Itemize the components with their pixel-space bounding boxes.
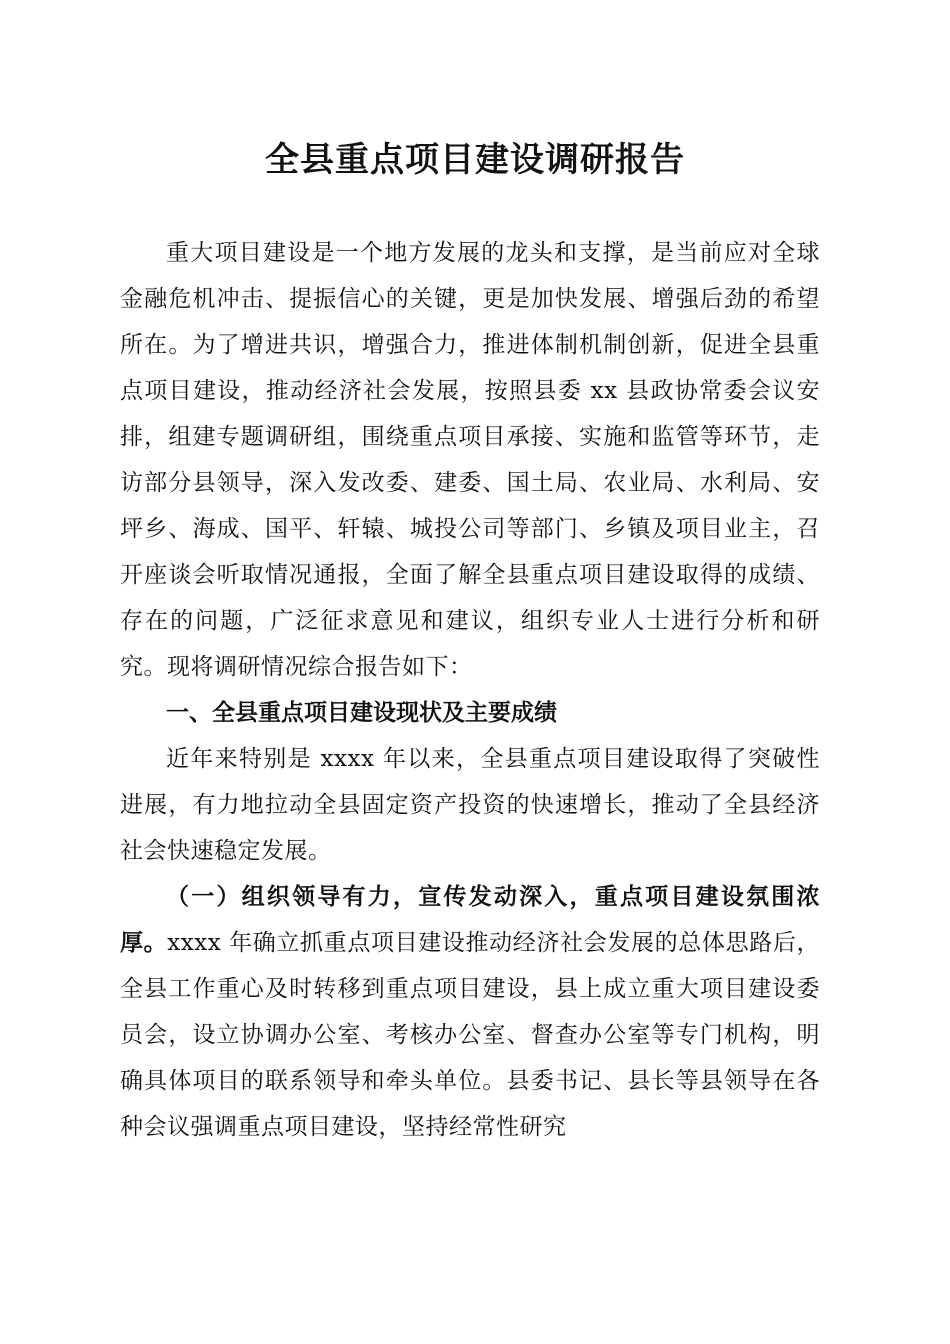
document-body <box>120 230 820 1150</box>
section-1-paragraph: 近年来特别是 xxxx 年以来，全县重点项目建设取得了突破性进展，有力地拉动全县固定资产投资的快速增长，推动了全县经济社会快速稳定发展。 <box>120 746 820 864</box>
subsection-1-paragraph <box>120 874 820 1150</box>
document-title: 全县重点项目建设调研报告 <box>265 140 685 180</box>
subsection-1-text: xxxx 年确立抓重点项目建设推动经济社会发展的总体思路后，全县工作重心及时转移到重点项目建设，县上成立重大项目建设委员会，设立协调办公室、考核办公室、督查办公室等专门机构，明确具体项目的联系领导和牵头单位。县委书记、县长等县领导在各种会议强调重点项目建设，坚持经常性研究 <box>120 930 820 1140</box>
intro-paragraph: 重大项目建设是一个地方发展的龙头和支撑，是当前应对全球金融危机冲击、提振信心的关键，更是加快发展、增强后劲的希望所在。为了增进共识，增强合力，推进体制机制创新，促进全县重点项目建设，推动经济社会发展，按照县委 xx 县政协常委会议安排，组建专题调研组，围绕重点项目承接、实施和监管等环节，走访部分县领导，深入发改委、建委、国土局、农业局、水利局、安坪乡、海成、国平、轩辕、城投公司等部门、乡镇及项目业主，召开座谈会听取情况通报，全面了解全县重点项目建设取得的成绩、存在的问题，广泛征求意见和建议，组织专业人士进行分析和研究。现将调研情况综合报告如下： <box>120 240 820 680</box>
section-heading-1: 一、全县重点项目建设现状及主要成绩 <box>166 700 557 726</box>
subsection-heading-1: （一）组织领导有力，宣传发动深入，重点项目建设氛围浓厚。 <box>120 884 820 956</box>
